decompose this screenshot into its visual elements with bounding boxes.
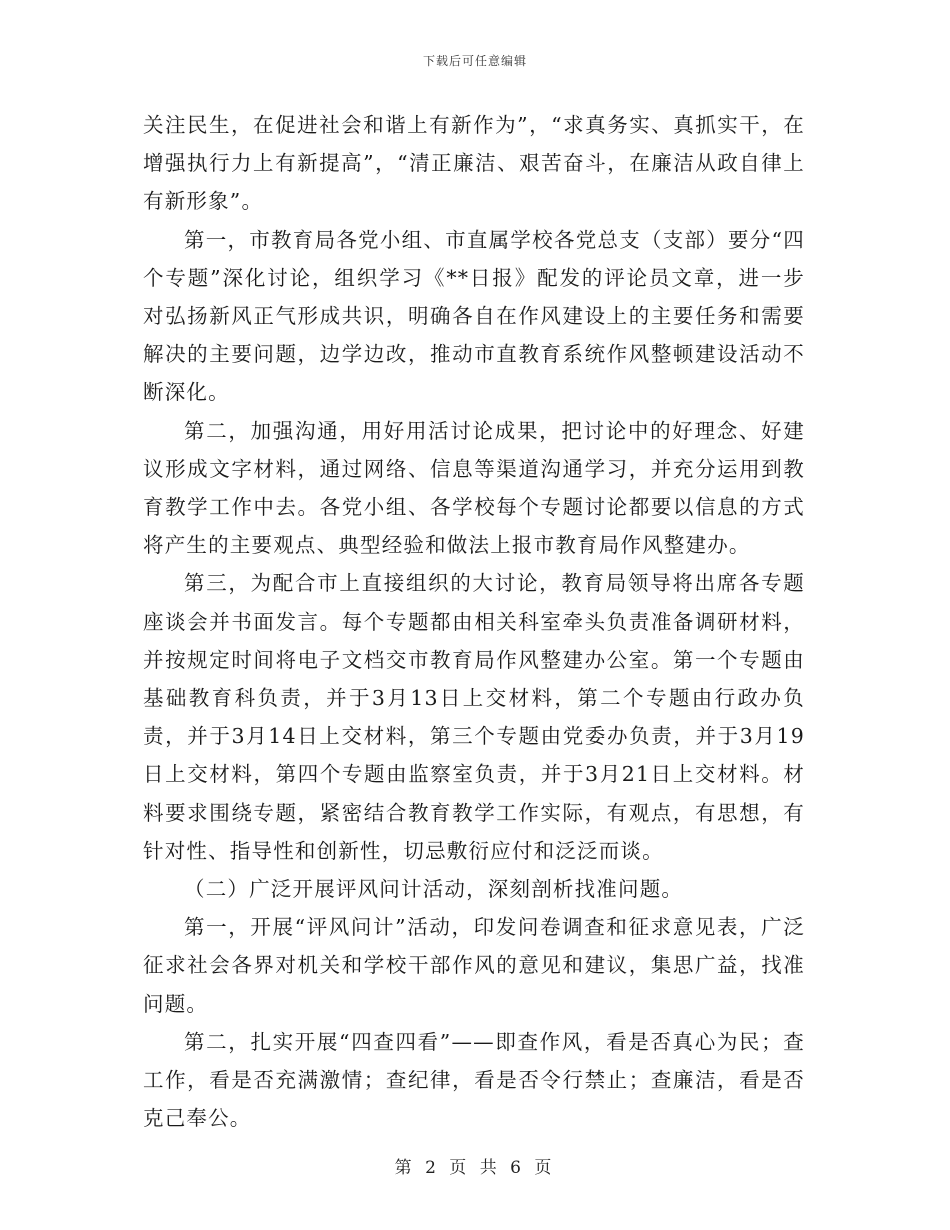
paragraph-2: 第一，市教育局各党小组、市直属学校各党总支（支部）要分“四个专题”深化讨论，组织学习《**日报》配发的评论员文章，进一步对弘扬新风正气形成共识，明确各自在作风建设上的主要任务和需要解决的主要问题，边学边改，推动市直教育系统作风整顿建设活动不断深化。: [143, 227, 805, 405]
paragraph-6: 第二，扎实开展“四查四看”——即查作风，看是否真心为民；查工作，看是否充满激情；查纪律，看是否令行禁止；查廉洁，看是否克己奉公。: [143, 1029, 805, 1131]
paragraph-5: 第一，开展“评风问计”活动，印发问卷调查和征求意见表，广泛征求社会各界对机关和学校干部作风的意见和建议，集思广益，找准问题。: [143, 915, 805, 1016]
section-heading-2: （二）广泛开展评风问计活动，深刻剖析找准问题。: [184, 877, 684, 902]
paragraph-1: 关注民生，在促进社会和谐上有新作为”，“求真务实、真抓实干，在增强执行力上有新提高”，“清正廉洁、艰苦奋斗，在廉洁从政自律上有新形象”。: [143, 113, 805, 214]
paragraph-3: 第二，加强沟通，用好用活讨论成果，把讨论中的好理念、好建议形成文字材料，通过网络、信息等渠道沟通学习，并充分运用到教育教学工作中去。各党小组、各学校每个专题讨论都要以信息的方式将产生的主要观点、典型经验和做法上报市教育局作风整建办。: [143, 418, 805, 558]
page-number-footer: 第 2 页 共 6 页: [394, 1158, 556, 1178]
paragraph-4: 第三，为配合市上直接组织的大讨论，教育局领导将出席各专题座谈会并书面发言。每个专题都由相关科室牵头负责准备调研材料，并按规定时间将电子文档交市教育局作风整建办公室。第一个专题由基础教育科负责，并于3月13日上交材料，第二个专题由行政办负责，并于3月14日上交材料，第三个专题由党委办负责，并于3月19日上交材料，第四个专题由监察室负责，并于3月21日上交材料。材料要求围绕专题，紧密结合教育教学工作实际，有观点，有思想，有针对性、指导性和创新性，切忌敷衍应付和泛泛而谈。: [143, 571, 805, 863]
document-body: [143, 106, 805, 1137]
page-header: 下载后可任意编辑: [422, 54, 527, 68]
